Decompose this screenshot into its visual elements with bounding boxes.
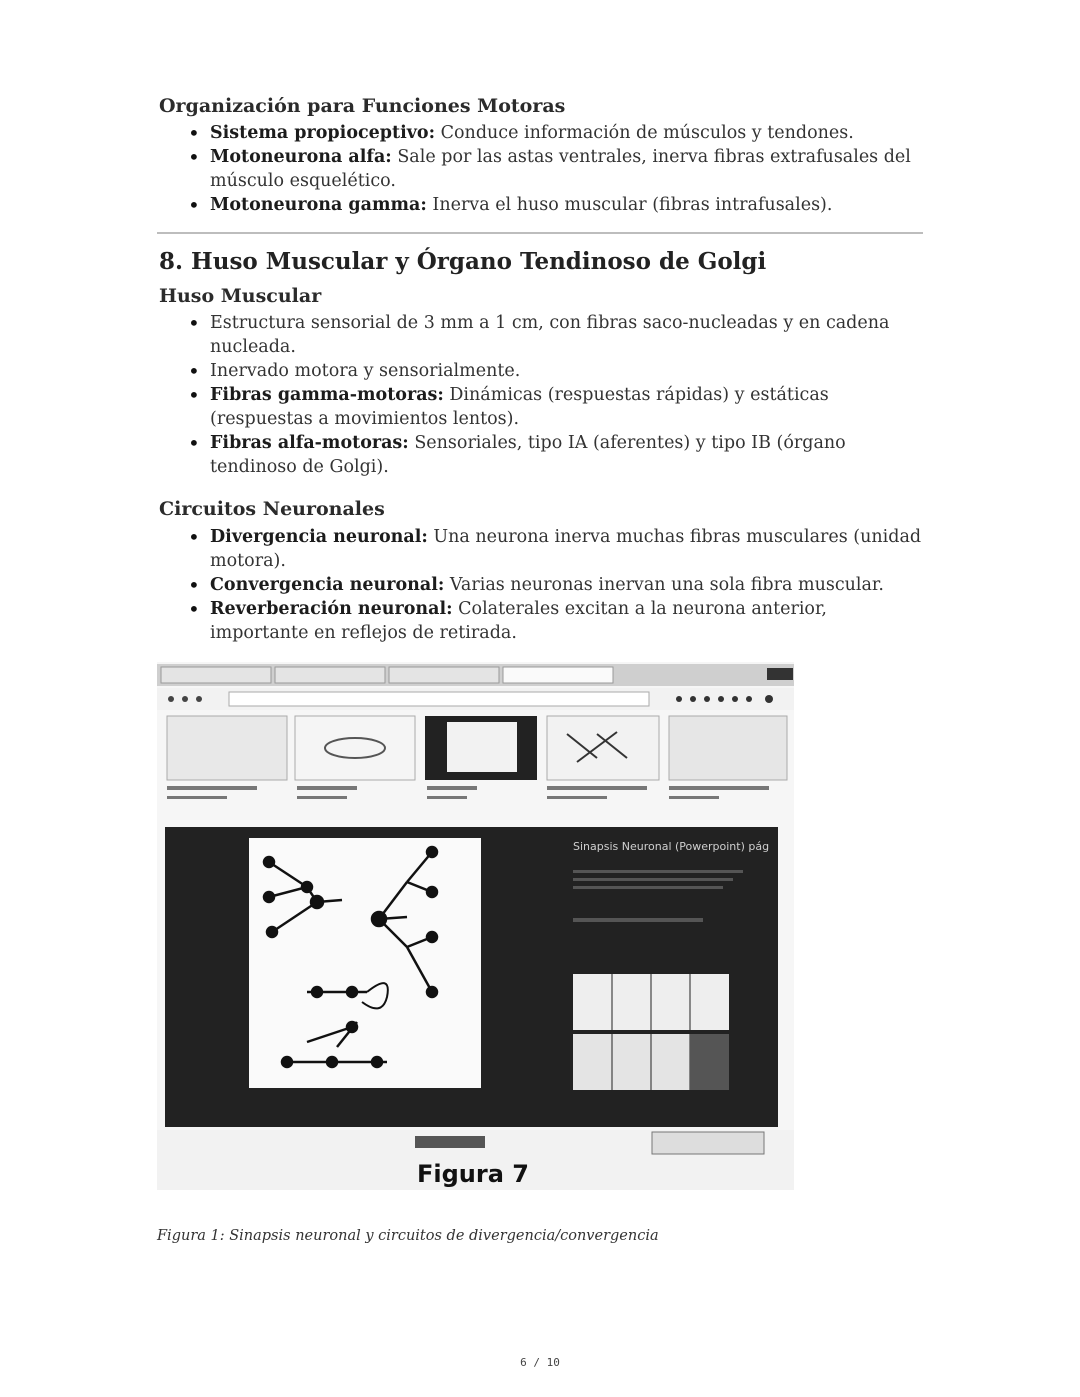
viewer-panel-title: Sinapsis Neuronal (Powerpoint) pág xyxy=(573,840,770,853)
list-item: • Motoneurona gamma: Inerva el huso muscular (fibras intrafusales). xyxy=(186,193,926,217)
heading-motor-functions: Organización para Funciones Motoras xyxy=(159,95,566,117)
page-number: 6 / 10 xyxy=(520,1356,560,1369)
figure-image xyxy=(157,662,794,1190)
section-8-title: 8. Huso Muscular y Órgano Tendinoso de Golgi xyxy=(159,248,767,275)
figure-screenshot xyxy=(157,662,794,1190)
figure-caption: Figura 1: Sinapsis neuronal y circuitos de divergencia/convergencia xyxy=(157,1228,659,1244)
list-item: • Fibras gamma-motoras: Dinámicas (respuestas rápidas) y estáticas (respuestas a movimientos lentos). xyxy=(186,383,926,431)
list-item: • Inervado motora y sensorialmente. xyxy=(186,359,926,383)
circuitos-list xyxy=(186,525,926,645)
list-item: • Reverberación neuronal: Colaterales excitan a la neurona anterior, importante en reflejos de retirada. xyxy=(186,597,926,645)
section-divider xyxy=(157,232,923,234)
list-item: • Fibras alfa-motoras: Sensoriales, tipo IA (aferentes) y tipo IB (órgano tendinoso de Golgi). xyxy=(186,431,926,479)
motor-functions-list xyxy=(186,121,926,217)
list-item: • Divergencia neuronal: Una neurona inerva muchas fibras musculares (unidad motora). xyxy=(186,525,926,573)
list-item: • Estructura sensorial de 3 mm a 1 cm, con fibras saco-nucleadas y en cadena nucleada. xyxy=(186,311,926,359)
list-item: • Sistema propioceptivo: Conduce información de músculos y tendones. xyxy=(186,121,926,145)
list-item: • Motoneurona alfa: Sale por las astas ventrales, inerva fibras extrafusales del músculo esquelético. xyxy=(186,145,926,193)
heading-circuitos-neuronales: Circuitos Neuronales xyxy=(159,498,385,520)
huso-muscular-list xyxy=(186,311,926,479)
figure-label: Figura 7 xyxy=(417,1160,529,1188)
list-item: • Convergencia neuronal: Varias neuronas inervan una sola fibra muscular. xyxy=(186,573,926,597)
heading-huso-muscular: Huso Muscular xyxy=(159,285,322,307)
